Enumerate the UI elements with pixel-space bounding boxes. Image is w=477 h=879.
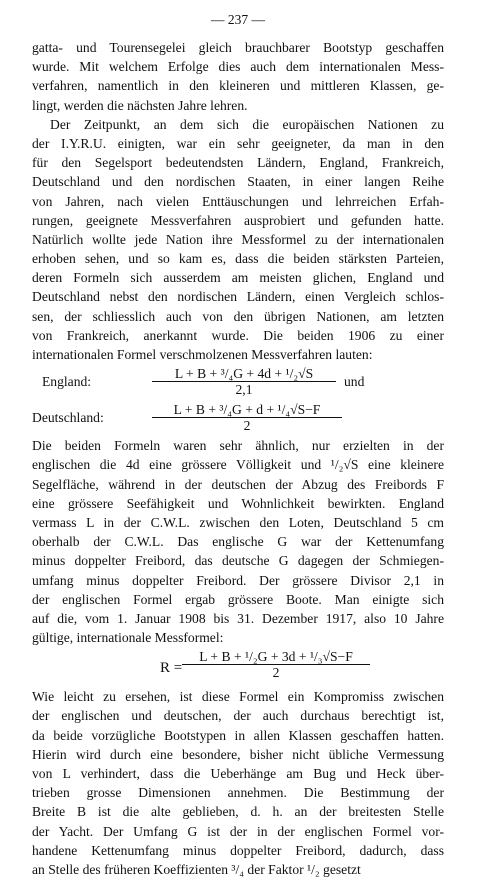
text-line: Deutschland und den nordischen Staaten, in einer langen Reihe xyxy=(32,174,444,190)
text-line: internationalen Formel verschmolzenen Messverfahren lauten: xyxy=(32,347,373,362)
text-line: gatta- und Tourensegelei gleich brauchbarer Bootstyp geschaffen xyxy=(32,40,444,55)
text-line: umfang minus doppelter Freibord. Der grössere Divisor 2,1 in xyxy=(32,572,444,588)
text-line: Hierin wird durch eine besondere, bisher nicht übliche Vermessung xyxy=(32,746,444,762)
text-line: Natürlich wollte jede Nation ihre Messformel zu der internationalen xyxy=(32,231,444,247)
text-line: an Stelle des früheren Koeffizienten ³/₄ der Faktor ¹/₂ gesetzt xyxy=(32,861,361,877)
formula-international-label: R = xyxy=(160,660,183,677)
formula-england-fraction xyxy=(152,366,336,397)
formula-deutschland-label: Deutschland: xyxy=(32,410,104,426)
text-line: englischen die 4d eine grössere Völligkeit und ¹/₂√S eine kleinere xyxy=(32,457,444,473)
text-line: deren Formeln sich ausserdem am meisten glichen, England und xyxy=(32,270,444,286)
formula-international-numerator: L + B + ¹/₂G + 3d + ¹/₃√S−F xyxy=(199,649,353,665)
formula-england-conjunction: und xyxy=(344,374,365,390)
text-line: gültige, internationale Messformel: xyxy=(32,630,224,646)
formula-england-label: England: xyxy=(42,374,92,390)
text-line: der englischen und deutschen, der auch durchaus berechtigt ist, xyxy=(32,708,444,724)
text-line: wurde. Mit welchem Erfolge dies auch dem internationalen Mess- xyxy=(32,59,444,75)
formula-england xyxy=(32,364,444,400)
text-line: Breite B ist die alte geblieben, d. h. an der breitesten Stelle xyxy=(32,804,444,820)
text-line: verfahren, namentlich in den kleineren und mittleren Klassen, ge- xyxy=(32,78,444,94)
text-line: Deutschland nebst den nordischen Ländern, einen Vergleich schlos- xyxy=(32,289,444,305)
text-line: der I.Y.R.U. einigten, war ein sehr geeigneter, da man in den xyxy=(32,135,444,151)
text-line: Wie leicht zu ersehen, ist diese Formel ein Kompromiss zwischen xyxy=(32,689,444,705)
text-line: von Frankreich, anerkannt wurde. Die beiden 1906 zu einer xyxy=(32,327,444,343)
text-line: Der Zeitpunkt, an dem sich die europäischen Nationen zu xyxy=(50,116,444,132)
formula-international-fraction xyxy=(182,649,370,680)
text-line: rungen, geeignete Messverfahren ausprobiert und gefunden hatte. xyxy=(32,212,444,228)
text-line: Segelfläche, während in der deutschen der Abzug des Freibords F xyxy=(32,476,444,492)
text-line: der Yacht. Der Umfang G ist der in der englischen Formel vor- xyxy=(32,823,444,839)
formula-deutschland-numerator: L + B + ³/₄G + d + ¹/₄√S−F xyxy=(173,402,321,418)
formula-deutschland-denominator: 2 xyxy=(243,418,251,434)
text-line: eine grössere Seefähigkeit und Wohnlichkeit bewirkten. England xyxy=(32,495,444,511)
text-line: handene Kettenumfang minus doppelter Freibord, dadurch, dass xyxy=(32,842,444,858)
text-line: oberhalb der C.W.L. Das englische G war der Kettenumfang xyxy=(32,534,444,550)
text-line: sen, der schliesslich auch von den übrigen Nationen, am letzten xyxy=(32,308,444,324)
formula-international xyxy=(32,647,444,687)
text-line: vermass L in der C.W.L. zwischen den Loten, Deutschland 5 cm xyxy=(32,514,444,530)
paragraph-compromise xyxy=(32,687,444,879)
book-page xyxy=(32,8,444,877)
text-line: lingt, werden die nächsten Jahre lehren. xyxy=(32,97,248,113)
formula-england-denominator: 2,1 xyxy=(235,382,253,398)
text-line: da beide vorzügliche Bootstypen in allen Klassen geschaffen hatten. xyxy=(32,727,444,743)
paragraph-intro-continuation xyxy=(32,38,444,115)
text-line: für den Segelsport bedeutendsten Ländern, England, Frankreich, xyxy=(32,155,444,171)
text-line: von L verhindert, dass die Ueberhänge am Bug und Heck über- xyxy=(32,766,444,781)
page-number: — 237 — xyxy=(211,12,265,27)
text-line: Die beiden Formeln waren sehr ähnlich, nur erzielten in der xyxy=(32,438,444,454)
text-line: von Jahren, nach vielen Enttäuschungen und lehrreichen Erfah- xyxy=(32,193,444,209)
text-line: erhoben sehen, und so kam es, dass die beiden stärksten Parteien, xyxy=(32,251,444,267)
formula-deutschland xyxy=(32,400,444,436)
paragraph-formula-comparison xyxy=(32,436,444,647)
text-line: der englischen Formel ergab grössere Boote. Man einigte sich xyxy=(32,591,444,607)
text-line: trieben grosse Dimensionen annehmen. Die Bestimmung der xyxy=(32,785,444,801)
formula-england-numerator: L + B + ³/₄G + 4d + ¹/₂√S xyxy=(174,366,314,382)
formula-international-denominator: 2 xyxy=(272,665,280,681)
text-line: minus doppelter Freibord, das deutsche G dagegen der Schmiegen- xyxy=(32,553,444,569)
paragraph-iyru-history xyxy=(32,115,444,364)
text-line: auf die, vom 1. Januar 1908 bis 31. Dezember 1917, also 10 Jahre xyxy=(32,610,444,626)
formula-deutschland-fraction xyxy=(152,402,342,433)
